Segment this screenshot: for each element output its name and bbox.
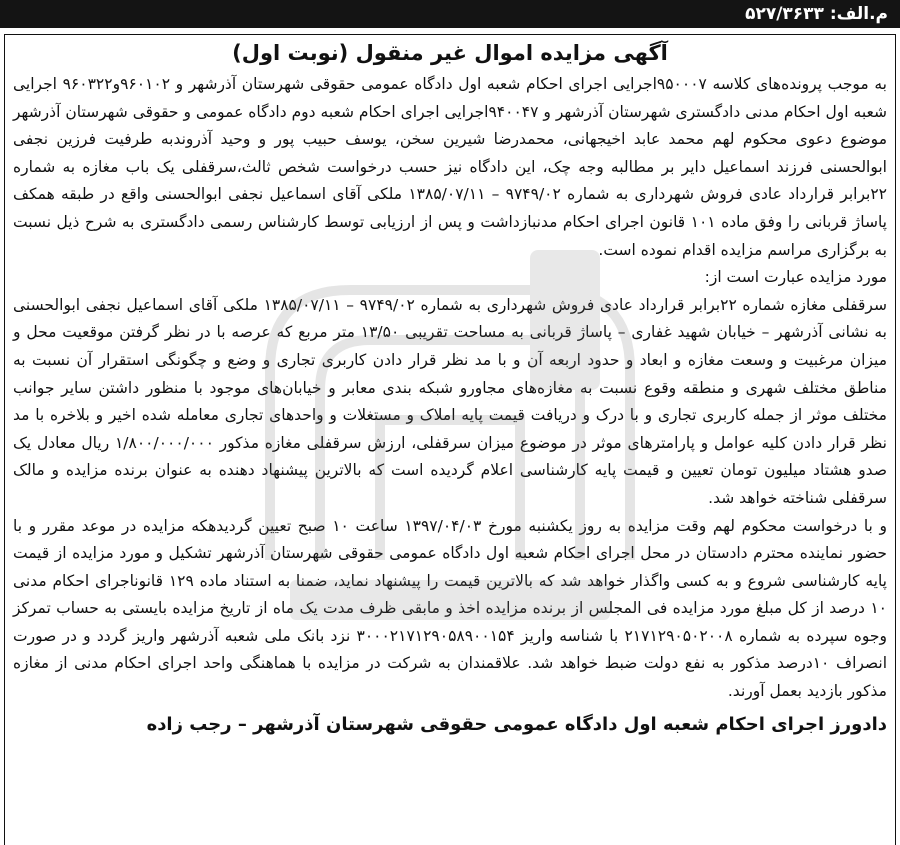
- intro-paragraph: به موجب پرونده‌های کلاسه ۹۵۰۰۰۷اجرایی اجرای احکام شعبه اول دادگاه عمومی حقوقی شهرستان آذرشهر و ۹۶۰۱۰۲و۹۶۰۳۲۲ اجرایی شعبه اول احکام مدنی دادگستری شهرستان آذرشهر و ۹۴۰۰۴۷اجرایی اجرای احکام شعبه دوم دادگاه عمومی و حقوقی شهرستان آذرشهر موضوع دعوی محکوم لهم محمد عابد اخیجهانی، محمدرضا شیرین سخن، یوسف حبیب پور و وحید آذروندبه طرفیت فرزین نجفی ابوالحسنی فرزند اسماعیل دایر بر مطالبه وجه چک، این دادگاه نیز حسب درخواست شخص ثالث،سرقفلی یک باب مغازه به شماره ۲۲برابر قرارداد عادی فروش شهرداری به شماره ۹۷۴۹/۰۲ – ۱۳۸۵/۰۷/۱۱ ملکی آقای اسماعیل نجفی ابوالحسنی واقع در طبقه همکف پاساژ قربانی را وفق ماده ۱۰۱ قانون اجرای احکام مدنبازداشت و پس از ارزیابی توسط کارشناس رسمی دادگستری به شرح ذیل نسبت به برگزاری مراسم مزایده اقدام نموده است.: [13, 75, 888, 259]
- subject-paragraph: سرقفلی مغازه شماره ۲۲برابر قرارداد عادی فروش شهرداری به شماره ۹۷۴۹/۰۲ – ۱۳۸۵/۰۷/۱۱ ملکی آقای اسماعیل نجفی ابوالحسنی به نشانی آذرشهر – خیابان شهید غفاری – پاساژ قربانی به مساحت تقریبی ۱۳/۵۰ متر مربع که عرصه با در نظر گرفتن موقعیت محل و میزان مرغبیت و وسعت مغازه و ابعاد و حدود اربعه آن و با مد نظر قرار دادن کاربری تجاری و وضع و چگونگی استقرار آن نسبت به مناطق مختلف شهری و منطقه وقوع نسبت به مغازه‌های مجاورو شبکه بندی معابر و خیابان‌های موجود با منظور داشتن سایر جوانب مختلف موثر از جمله کاربری تجاری و با درک و دریافت قیمت پایه املاک و مستغلات و واحدهای تجاری معامله شده اخیر و بلاخره با مد نظر قرار دادن کلیه عوامل و پارامترهای موثر در موضوع میزان سرقفلی، ارزش سرقفلی مغازه مذکور ۱/۸۰۰/۰۰۰/۰۰۰ ریال معادل یک صدو هشتاد میلیون تومان تعیین و قیمت پایه کارشناسی اعلام گردیده است که بالاترین پیشنهاد دهنده به عنوان برنده مزایده و مالک سرقفلی شناخته خواهد شد.: [13, 295, 887, 507]
- reference-number-bar: [0, 0, 900, 28]
- subject-heading: مورد مزایده عبارت است از:: [704, 268, 887, 287]
- signature-line: دادورز اجرای احکام شعبه اول دادگاه عمومی حقوقی شهرستان آذرشهر – رجب زاده: [146, 713, 887, 735]
- terms-paragraph: و با درخواست محکوم لهم وقت مزایده به روز یکشنبه مورخ ۱۳۹۷/۰۴/۰۳ ساعت ۱۰ صبح تعیین گردیدهکه مزایده در موعد مقرر و با حضور نماینده محترم دادستان در محل اجرای احکام شعبه اول دادگاه عمومی حقوقی شهرستان آذرشهر تشکیل و مورد مزایده از قیمت پایه کارشناسی شروع و به کسی واگذار خواهد شد که بالاترین قیمت را پیشنهاد نماید، ضمنا به استناد ماده ۱۲۹ قانوناجرای احکام مدنی ۱۰ درصد از کل مبلغ مورد مزایده فی المجلس از برنده مزایده اخذ و مابقی ظرف مدت یک ماه از تاریخ مزایده بایستی به حساب تمرکز وجوه سپرده به شماره ۲۱۷۱۲۹۰۵۰۲۰۰۸ با شناسه واریز ۳۰۰۰۲۱۷۱۲۹۰۵۸۹۰۰۱۵۴ نزد بانک ملی شعبه آذرشهر واریز گردد و در صورت انصراف ۱۰درصد مذکور به نفع دولت ضبط خواهد شد. علاقمندان به شرکت در مزایده با هماهنگی واحد اجرای احکام مدنی از مغازه مذکور بازدید بعمل آورند.: [13, 516, 887, 701]
- ad-title: آگهی مزایده اموال غیر منقول (نوبت اول): [232, 41, 668, 65]
- reference-number: م.الف: ۵۲۷/۳۶۳۳: [745, 4, 888, 24]
- auction-ad-box: [4, 34, 896, 845]
